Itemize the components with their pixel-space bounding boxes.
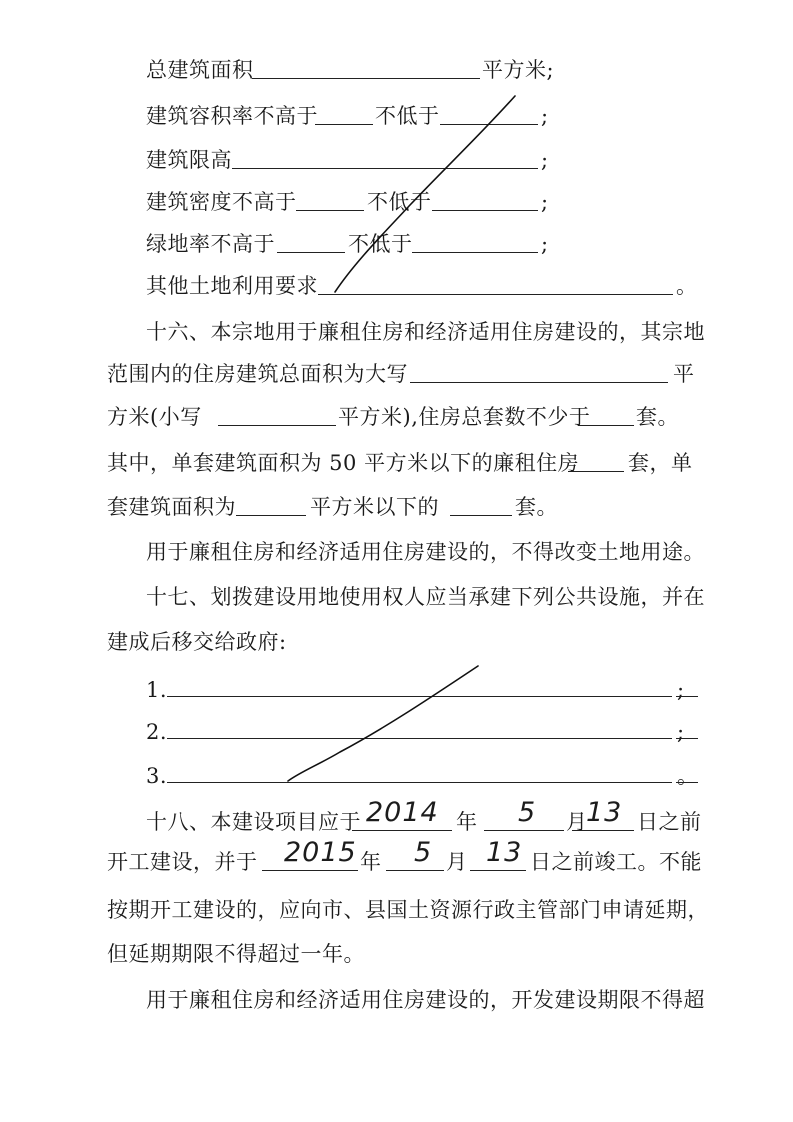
facility-item-end: ; xyxy=(677,678,685,702)
other-period: 。 xyxy=(676,274,698,298)
sec18-line3: 按期开工建设的，应向市、县国土资源行政主管部门申请延期， xyxy=(107,898,709,922)
sec16-line2-end: 平 xyxy=(673,362,695,386)
sec16-line3-end: 套。 xyxy=(636,405,679,429)
strike-line-section17 xyxy=(288,666,478,781)
start-month-value: 5 xyxy=(518,797,537,828)
sec16-line5-text: 套建筑面积为 xyxy=(107,495,236,519)
sec16-line2-text: 范围内的住房建筑总面积为大写 xyxy=(107,362,408,386)
density-semicolon: ; xyxy=(541,190,549,214)
facility-item-end: ; xyxy=(677,720,685,744)
sec16-line5-mid: 平方米以下的 xyxy=(310,495,439,519)
sec17-line2: 建成后移交给政府: xyxy=(107,630,287,654)
far-min-label: 不低于 xyxy=(375,104,440,128)
total-area-label: 总建筑面积 xyxy=(146,58,254,82)
end-month-value: 5 xyxy=(414,837,433,868)
green-semicolon: ; xyxy=(541,232,549,256)
far-max-label: 建筑容积率不高于 xyxy=(146,104,318,128)
sec18-line1-end: 日之前 xyxy=(637,810,702,834)
green-min-label: 不低于 xyxy=(348,232,413,256)
end-year-char: 年 xyxy=(360,850,382,874)
facility-item-num: 2. xyxy=(146,720,168,744)
density-max-label: 建筑密度不高于 xyxy=(146,190,297,214)
sec18-line2-text: 开工建设，并于 xyxy=(107,850,258,874)
end-day-value: 13 xyxy=(486,837,523,868)
sec18-line4: 但延期期限不得超过一年。 xyxy=(107,942,365,966)
height-semicolon: ; xyxy=(541,148,549,172)
start-day-value: 13 xyxy=(586,797,623,828)
sec16-line4-end: 套，单 xyxy=(628,451,693,475)
sec16-line6: 用于廉租住房和经济适用住房建设的，不得改变土地用途。 xyxy=(146,540,705,564)
facility-item-num: 1. xyxy=(146,678,168,702)
sec18-line2-end: 日之前竣工。不能 xyxy=(530,850,702,874)
sec18-line1-text: 十八、本建设项目应于 xyxy=(146,810,361,834)
end-month-char: 月 xyxy=(446,850,468,874)
end-year-value: 2015 xyxy=(284,837,357,868)
start-month-char: 月 xyxy=(566,810,588,834)
facility-item-end: 。 xyxy=(677,764,699,788)
start-year-char: 年 xyxy=(456,810,478,834)
density-min-label: 不低于 xyxy=(367,190,432,214)
strike-line-section15 xyxy=(335,96,515,292)
far-semicolon: ; xyxy=(541,104,549,128)
sec16-line5-end: 套。 xyxy=(515,495,558,519)
green-max-label: 绿地率不高于 xyxy=(146,232,275,256)
sec18-line5: 用于廉租住房和经济适用住房建设的，开发建设期限不得超 xyxy=(146,988,705,1012)
sec16-line3-text: 方米(小写 xyxy=(107,405,202,429)
facility-item-num: 3. xyxy=(146,764,168,788)
total-area-unit: 平方米; xyxy=(482,58,555,82)
start-year-value: 2014 xyxy=(366,797,439,828)
other-requirements-label: 其他土地利用要求 xyxy=(146,274,318,298)
sec16-line1: 十六、本宗地用于廉租住房和经济适用住房建设的，其宗地 xyxy=(146,320,705,344)
sec16-line4-text: 其中，单套建筑面积为 50 平方米以下的廉租住房 xyxy=(107,451,580,475)
sec16-line3-mid: 平方米),住房总套数不少于 xyxy=(338,405,591,429)
height-limit-label: 建筑限高 xyxy=(146,148,232,172)
sec17-line1: 十七、划拨建设用地使用权人应当承建下列公共设施，并在 xyxy=(146,585,705,609)
